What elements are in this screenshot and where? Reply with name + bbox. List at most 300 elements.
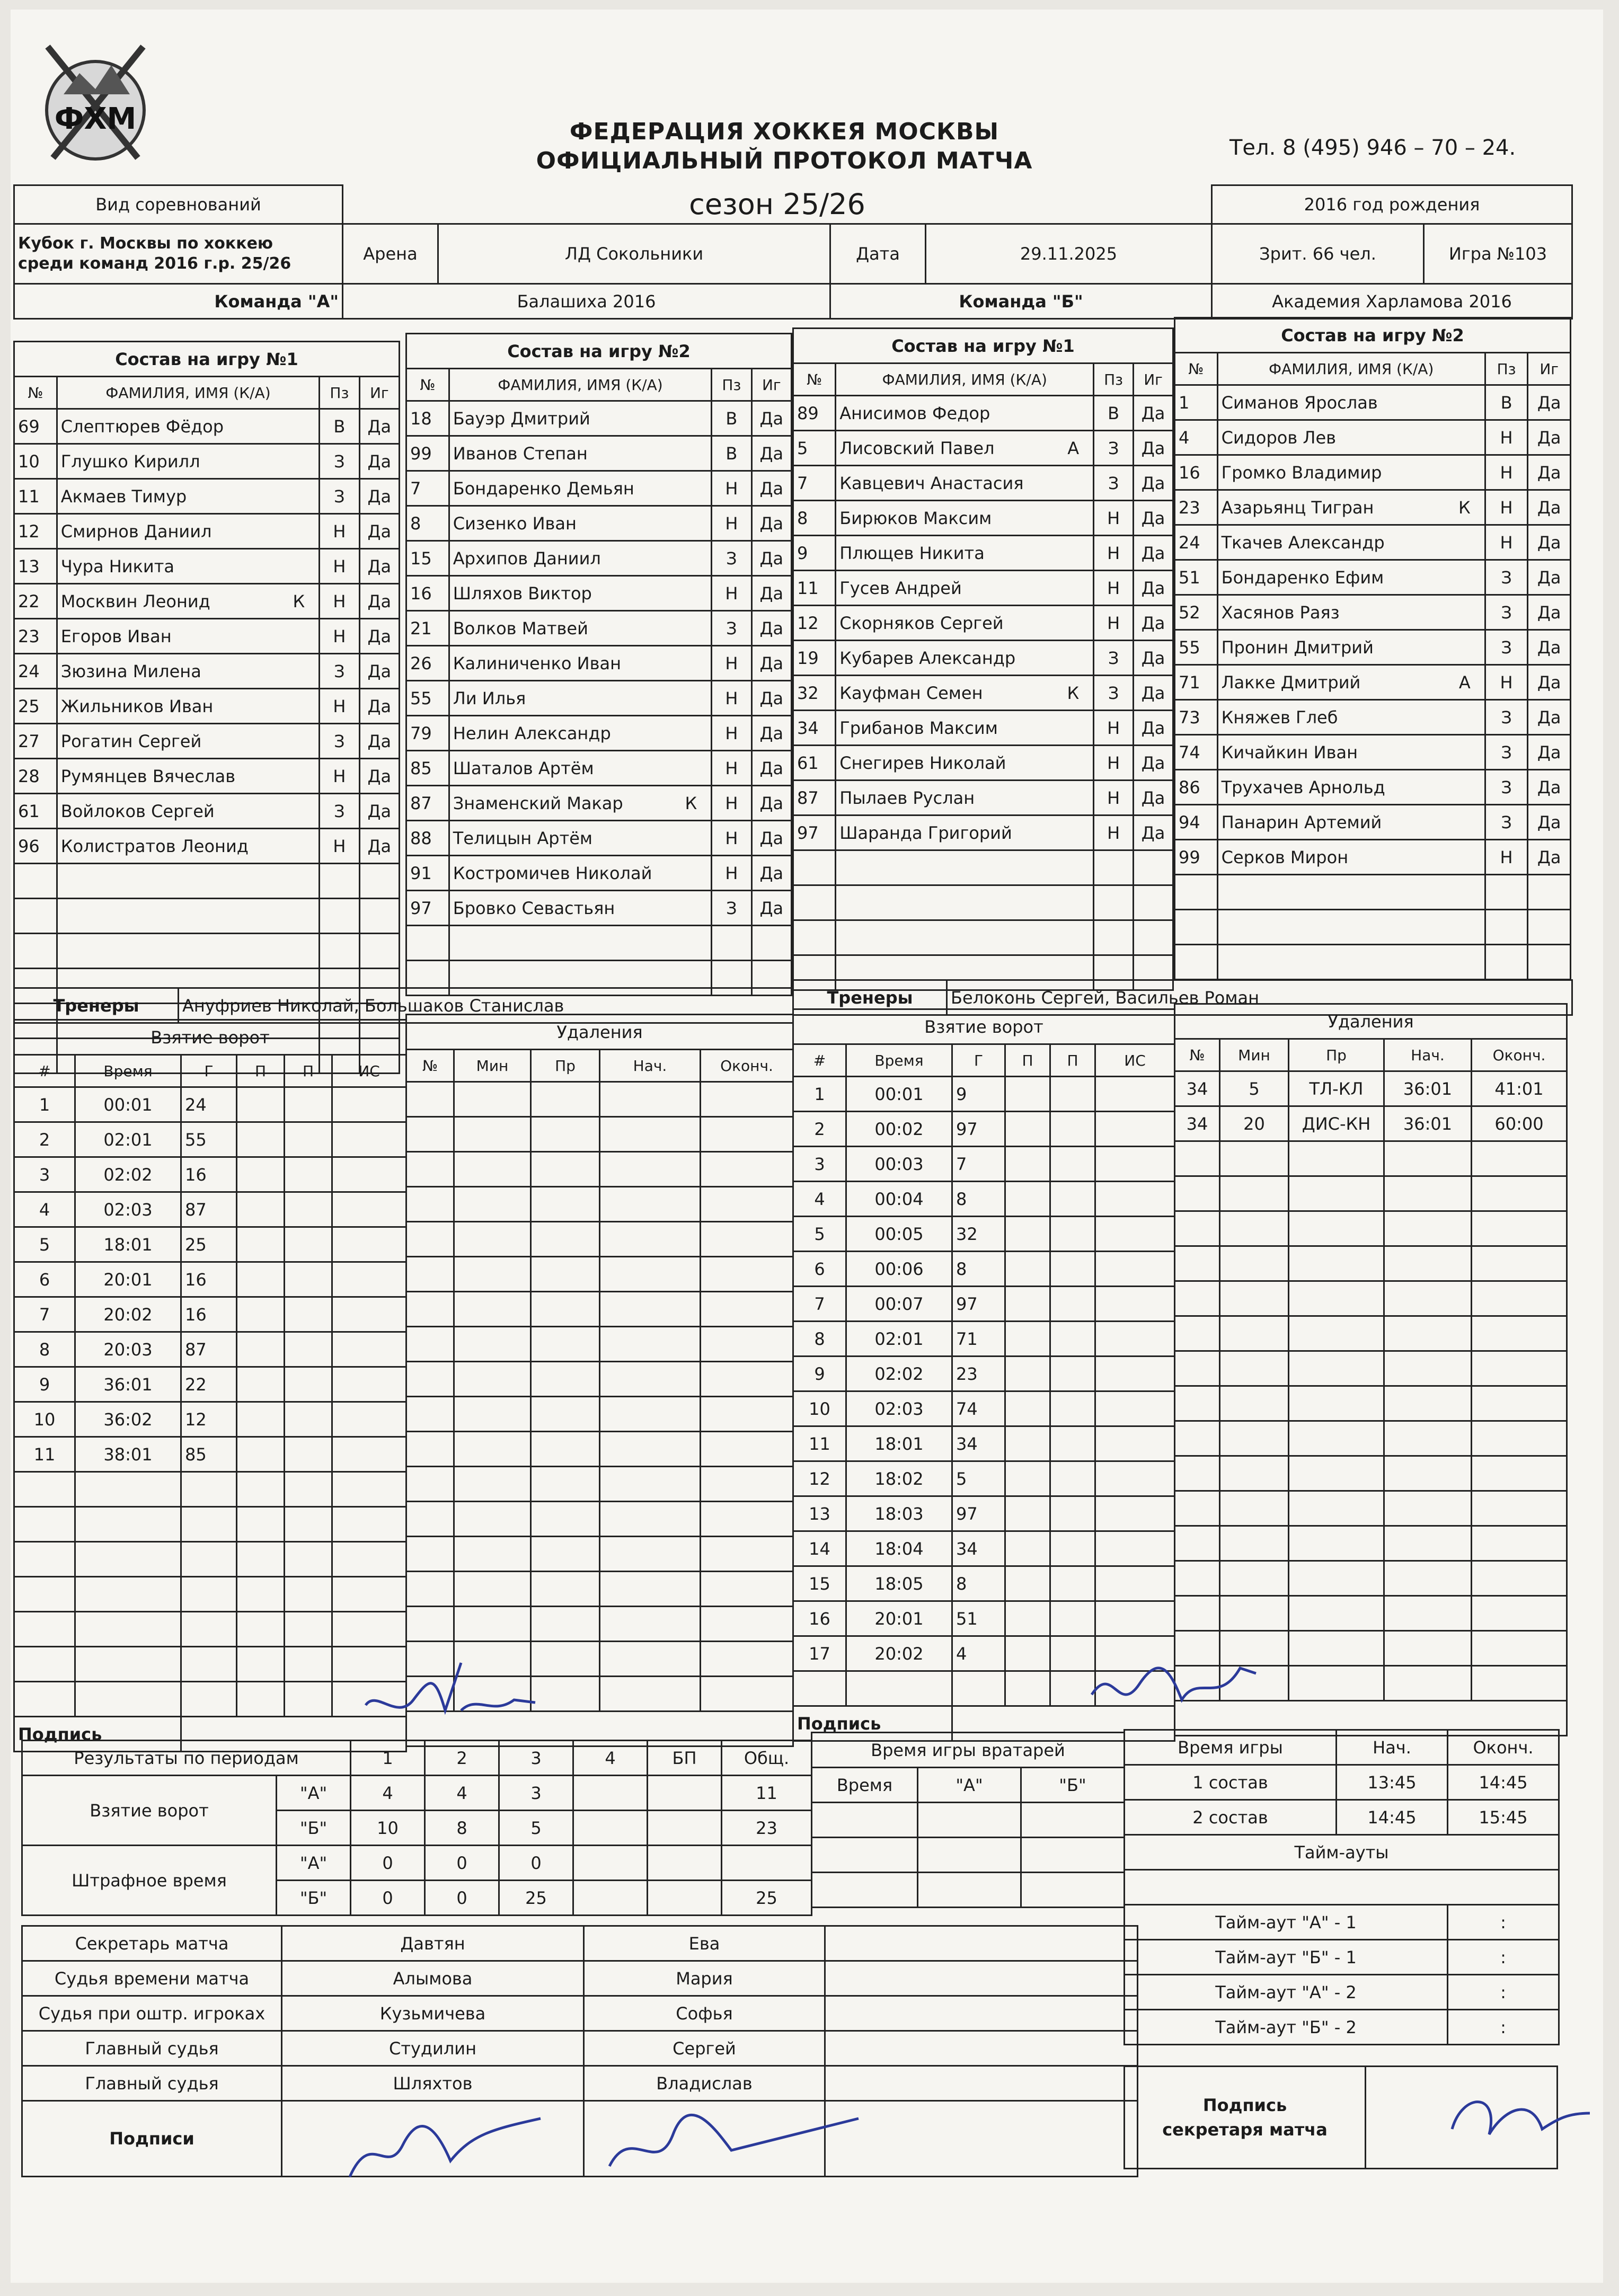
goal-row [14,1122,406,1157]
goal-row [14,1682,406,1717]
timeout-row [1125,1975,1559,2010]
goal-scorer: 22 [181,1367,237,1402]
pen-start [600,1607,701,1642]
player-position: З [320,724,359,759]
goal-scorer: 87 [181,1332,237,1367]
player-name-text: Нелин Александр [453,723,611,743]
phone: Тел. 8 (495) 946 – 70 – 24. [1229,136,1516,160]
player-row [406,576,792,611]
official-row [22,2066,1138,2101]
game-time-title: Время игры [1125,1730,1337,1765]
goal-situation [1095,1391,1175,1426]
captain-mark: К [293,591,305,611]
player-position: Н [1485,665,1528,700]
goal-assist-1 [237,1577,285,1612]
player-position: Н [1485,525,1528,560]
pen-minutes [454,1572,531,1607]
player-row [14,899,400,934]
pen-reason: ТЛ-КЛ [1289,1071,1384,1106]
goals-col-2: Г [952,1044,1005,1077]
player-number: 8 [793,501,836,536]
pen-minutes: 20 [1220,1106,1289,1141]
player-row [793,746,1173,781]
player-played: Да [1528,385,1571,420]
player-number [406,926,449,961]
pen-end [1472,1596,1567,1631]
result-value-0: 10 [351,1811,425,1846]
player-row [793,501,1173,536]
goal-assist-2 [1050,1077,1095,1112]
player-played: Да [1528,665,1571,700]
goal-time: 36:02 [75,1402,181,1437]
official-extra [825,2066,1138,2101]
goal-index: 17 [793,1636,846,1671]
pen-end [1472,1211,1567,1246]
player-name [1217,875,1485,910]
pen-reason [531,1537,600,1572]
player-position: Н [1485,420,1528,455]
goal-index: 6 [793,1252,846,1287]
goal-assist-2 [1050,1426,1095,1461]
goal-time: 20:03 [75,1332,181,1367]
goal-assist-1 [1005,1077,1050,1112]
goal-assist-2 [1050,1147,1095,1182]
pen-number [1175,1211,1220,1246]
goal-assist-2 [1050,1531,1095,1566]
player-name-text: Симанов Ярослав [1221,392,1378,413]
penalty-row [1175,1351,1567,1386]
goals-col-2: Г [181,1055,237,1087]
pen-start [1384,1281,1472,1316]
player-position: Н [1094,815,1134,850]
goal-situation [1095,1322,1175,1357]
pen-start [600,1082,701,1117]
pen-end [701,1292,793,1327]
goal-index [14,1647,75,1682]
goal-row [14,1297,406,1332]
goal-index: 8 [14,1332,75,1367]
penalty-row [1175,1491,1567,1526]
competition: Кубок г. Москвы по хоккею среди команд 2016 г.р. 25/26 [14,224,343,284]
player-name [57,829,319,864]
official-role: Главный судья [22,2066,282,2101]
pen-reason [531,1467,600,1502]
player-number: 71 [1175,665,1218,700]
player-name [1217,770,1485,805]
goal-index: 11 [793,1426,846,1461]
col-name: ФАМИЛИЯ, ИМЯ (К/А) [57,377,319,409]
player-number: 94 [1175,805,1218,840]
goal-time: 02:03 [846,1391,952,1426]
player-number: 26 [406,646,449,681]
player-position: Н [1094,536,1134,571]
goal-scorer: 51 [952,1601,1005,1636]
goal-time [75,1472,181,1507]
goals-row-a [22,1776,812,1811]
player-name [836,711,1094,746]
goal-time: 18:05 [846,1566,952,1601]
goal-assist-1 [237,1367,285,1402]
goal-assist-2 [1050,1496,1095,1531]
goal-time: 00:04 [846,1182,952,1217]
player-position: Н [1485,455,1528,490]
pen-number: 34 [1175,1071,1220,1106]
pen-reason [531,1187,600,1222]
player-position [1094,885,1134,920]
player-name [57,689,319,724]
pen-minutes [1220,1316,1289,1351]
player-position: Н [1094,781,1134,815]
player-name-text: Сидоров Лев [1221,427,1336,448]
date-label: Дата [830,224,926,284]
goal-index: 4 [14,1192,75,1227]
goal-time: 18:04 [846,1531,952,1566]
goal-row [14,1192,406,1227]
goal-scorer: 4 [952,1636,1005,1671]
goals-col-1: Время [846,1044,952,1077]
player-name-text: Знаменский Макар [453,793,623,813]
result-row-label: Взятие ворот [22,1776,277,1846]
player-played: Да [359,549,399,584]
goal-time [75,1647,181,1682]
player-position [1094,920,1134,955]
goal-scorer: 71 [952,1322,1005,1357]
goal-assist-2 [285,1507,332,1542]
player-row [406,681,792,716]
player-number: 88 [406,821,449,856]
goal-assist-2 [285,1157,332,1192]
player-number: 24 [14,654,57,689]
pen-end [701,1222,793,1257]
pen-end [1472,1456,1567,1491]
player-row [1175,770,1571,805]
goal-index: 9 [793,1357,846,1391]
goal-row [793,1322,1175,1357]
goal-assist-1 [237,1402,285,1437]
player-number [793,920,836,955]
player-position: Н [712,856,751,891]
player-played: Да [751,786,791,821]
player-name-text: Шаранда Григорий [839,822,1012,843]
goal-scorer: 25 [181,1227,237,1262]
player-position [1485,945,1528,980]
pen-end [701,1677,793,1712]
goal-scorer: 97 [952,1496,1005,1531]
pen-start [1384,1526,1472,1561]
player-played [359,864,399,899]
goal-time: 02:03 [75,1192,181,1227]
player-name-text: Егоров Иван [60,626,172,646]
captain-mark: К [1067,682,1080,703]
player-name [449,506,711,541]
pen-minutes [1220,1281,1289,1316]
official-first-name: Сергей [584,2031,825,2066]
player-row [793,641,1173,676]
pen-number [406,1292,454,1327]
penalty-row [1175,1211,1567,1246]
goal-assist-2 [285,1122,332,1157]
player-number: 61 [793,746,836,781]
player-number: 10 [14,444,57,479]
pen-reason [531,1432,600,1467]
pen-reason [1289,1421,1384,1456]
pen-reason [1289,1596,1384,1631]
goal-scorer [181,1647,237,1682]
goal-assist-2 [1050,1252,1095,1287]
pen-start [1384,1456,1472,1491]
timeout-row [1125,2010,1559,2045]
official-role: Главный судья [22,2031,282,2066]
player-row [1175,910,1571,945]
period-total: Общ. [722,1741,812,1776]
player-position [320,899,359,934]
match-date: 29.11.2025 [926,224,1212,284]
result-value-2: 25 [499,1881,573,1916]
pen-start [600,1467,701,1502]
pen-col-1: Мин [1220,1039,1289,1071]
pen-col-0: № [406,1050,454,1082]
official-extra [825,1961,1138,1996]
timeout-value: : [1448,2010,1559,2045]
player-row [406,926,792,961]
player-name [57,794,319,829]
goal-situation [332,1577,406,1612]
goal-assist-2 [285,1472,332,1507]
goal-time: 18:01 [75,1227,181,1262]
player-row [1175,385,1571,420]
player-name-text: Анисимов Федор [839,403,990,423]
player-played: Да [1528,770,1571,805]
sign-label: Подпись [793,1706,952,1741]
player-number: 12 [793,606,836,641]
result-value-2: 5 [499,1811,573,1846]
player-row [14,864,400,899]
pen-number [1175,1596,1220,1631]
goal-index: 8 [793,1322,846,1357]
player-position: Н [1094,501,1134,536]
player-number [1175,945,1218,980]
player-position: З [320,479,359,514]
player-played: Да [751,576,791,611]
player-position [1094,850,1134,885]
penalty-row [1175,1421,1567,1456]
pen-minutes [454,1187,531,1222]
player-played: Да [751,891,791,926]
goal-time: 02:01 [846,1322,952,1357]
player-name [449,576,711,611]
player-played: Да [751,646,791,681]
pen-reason [1289,1526,1384,1561]
player-name-text: Лисовский Павел [839,438,995,458]
player-played: Да [1134,781,1173,815]
player-row [1175,735,1571,770]
pen-reason [531,1607,600,1642]
pen-number [406,1082,454,1117]
official-last-name: Алымова [282,1961,584,1996]
fhm-logo-icon [32,36,159,163]
player-name-text: Бондаренко Ефим [1221,567,1384,588]
goal-time [75,1612,181,1647]
player-position: З [1485,700,1528,735]
goal-situation [332,1192,406,1227]
pen-col-0: № [1175,1039,1220,1071]
player-name-text: Бровко Севастьян [453,898,615,918]
secretary-sign-label: Подпись секретаря матча [1125,2067,1366,2169]
goal-time: 20:02 [846,1636,952,1671]
pen-reason [531,1572,600,1607]
pen-number [406,1467,454,1502]
player-name-text: Жильников Иван [60,696,214,716]
goal-assist-2 [1050,1601,1095,1636]
pen-start [600,1677,701,1712]
goal-scorer: 55 [181,1122,237,1157]
header-table [13,184,1573,320]
goal-assist-1 [1005,1461,1050,1496]
goal-row [14,1332,406,1367]
roster-team_a-game1 [13,341,400,1074]
goal-index [793,1671,846,1706]
goal-assist-1 [1005,1531,1050,1566]
player-name [57,409,319,444]
pen-minutes [454,1222,531,1257]
pen-minutes [1220,1386,1289,1421]
player-position: Н [1485,490,1528,525]
pen-number [406,1432,454,1467]
goal-scorer: 87 [181,1192,237,1227]
official-extra [825,2031,1138,2066]
result-value-5: 11 [722,1776,812,1811]
player-number: 51 [1175,560,1218,595]
goalie-time-table [811,1732,1125,1908]
result-value-3 [573,1881,648,1916]
player-number: 18 [406,401,449,436]
player-row [14,689,400,724]
goal-assist-1 [1005,1217,1050,1252]
player-name [449,401,711,436]
goal-time: 20:01 [75,1262,181,1297]
player-name [836,815,1094,850]
player-played: Да [751,401,791,436]
player-position: Н [320,549,359,584]
pen-end [1472,1176,1567,1211]
player-played: Да [1528,700,1571,735]
player-name [1217,630,1485,665]
player-name-text: Кубарев Александр [839,648,1016,668]
goal-situation [1095,1426,1175,1461]
protocol-sheet [11,10,1603,2283]
season: сезон 25/26 [689,187,865,221]
goal-assist-1 [1005,1112,1050,1147]
player-number [1175,910,1218,945]
player-name [449,891,711,926]
goal-situation [332,1507,406,1542]
player-played: Да [1528,735,1571,770]
player-played: Да [359,479,399,514]
pen-reason [1289,1491,1384,1526]
goal-situation [332,1332,406,1367]
goal-assist-1 [237,1647,285,1682]
goals-col-4: П [1050,1044,1095,1077]
player-position: З [320,654,359,689]
player-position: Н [712,751,751,786]
player-name [836,396,1094,431]
player-name-text: Костромичев Николай [453,863,652,883]
protocol-title: ОФИЦИАЛЬНЫЙ ПРОТОКОЛ МАТЧА [536,147,1033,174]
pen-start [600,1432,701,1467]
player-row [1175,945,1571,980]
pim-row-a [22,1846,812,1881]
player-name-text: Румянцев Вячеслав [60,766,236,786]
goal-index: 2 [14,1122,75,1157]
player-name [57,724,319,759]
pen-end [701,1152,793,1187]
goals-col-1: Время [75,1055,181,1087]
coaches-a-label: Тренеры [14,988,179,1023]
pen-number [1175,1491,1220,1526]
goal-situation [1095,1461,1175,1496]
pen-minutes [454,1117,531,1152]
player-position: Н [320,514,359,549]
goal-situation [332,1227,406,1262]
player-played: Да [359,514,399,549]
player-name-text: Акмаев Тимур [60,486,187,507]
player-row [793,815,1173,850]
player-position: Н [320,619,359,654]
results-table [21,1740,812,1916]
pen-start [600,1642,701,1677]
goal-row [793,1077,1175,1112]
goal-assist-1 [1005,1601,1050,1636]
player-number: 7 [406,471,449,506]
player-row [406,821,792,856]
goal-row [793,1531,1175,1566]
pen-minutes [454,1537,531,1572]
col-play: Иг [1134,364,1173,396]
goal-time: 02:02 [846,1357,952,1391]
pen-col-3: Нач. [1384,1039,1472,1071]
pen-number [406,1362,454,1397]
player-row [14,724,400,759]
goal-time: 36:01 [75,1367,181,1402]
signature-team-a-icon [355,1652,556,1737]
team-a-name: Балашиха 2016 [343,284,830,319]
player-row [793,920,1173,955]
federation-title: ФЕДЕРАЦИЯ ХОККЕЯ МОСКВЫ [569,118,999,145]
pen-end [701,1537,793,1572]
goals-col-0: # [14,1055,75,1087]
pen-reason [1289,1246,1384,1281]
goal-row [793,1357,1175,1391]
player-name [57,899,319,934]
pen-minutes [1220,1561,1289,1596]
goal-scorer [181,1577,237,1612]
goal-assist-2 [1050,1217,1095,1252]
player-position: Н [1094,606,1134,641]
player-played: Да [751,716,791,751]
player-row [1175,805,1571,840]
game-time-table [1123,1729,1560,2045]
official-last-name: Шляхтов [282,2066,584,2101]
player-played: Да [359,654,399,689]
goal-row [793,1601,1175,1636]
roster-title: Состав на игру №2 [406,334,792,369]
player-number: 91 [406,856,449,891]
player-played [1134,850,1173,885]
goal-assist-2 [285,1437,332,1472]
game-time-end: 15:45 [1448,1800,1559,1835]
player-played [751,926,791,961]
pen-reason [531,1362,600,1397]
